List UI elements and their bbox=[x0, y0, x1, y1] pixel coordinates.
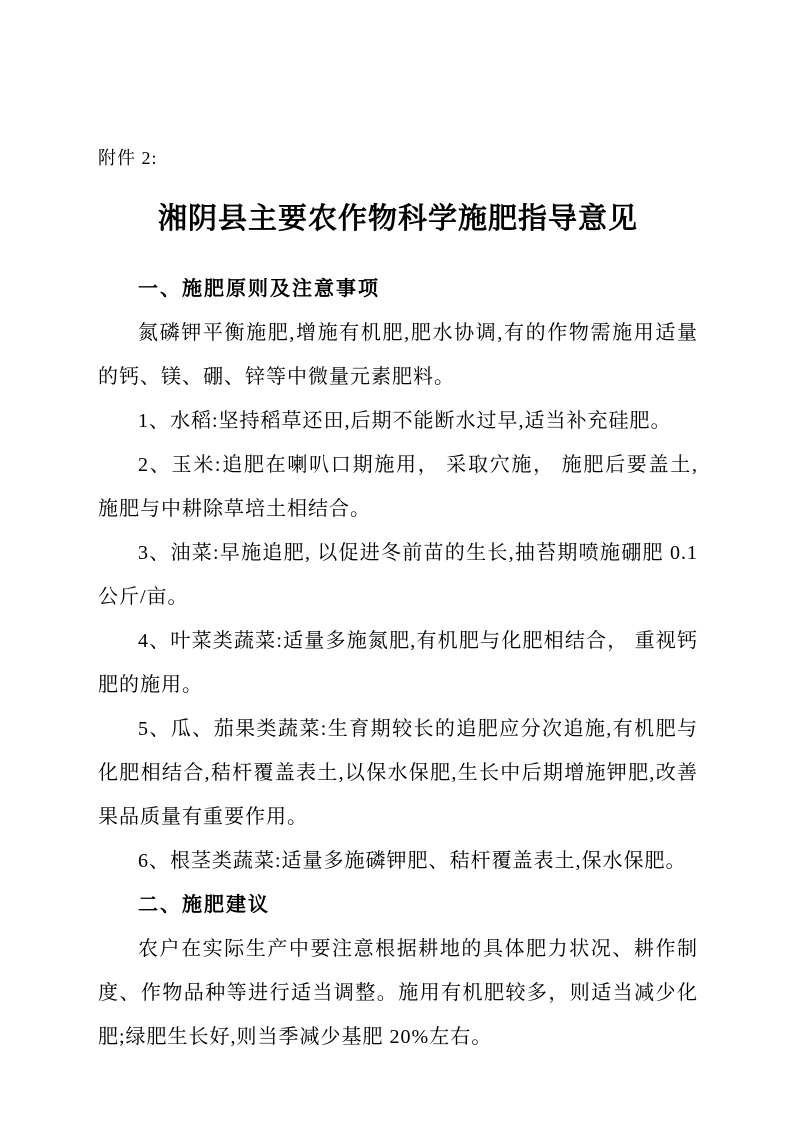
section-1-paragraph-intro: 氮磷钾平衡施肥,增施有机肥,肥水协调,有的作物需施用适量的钙、镁、硼、锌等中微量元素肥料。 bbox=[98, 321, 698, 388]
section-2-paragraph-advice: 农户在实际生产中要注意根据耕地的具体肥力状况、耕作制度、作物品种等进行适当调整。施用有机肥较多，则适当减少化肥;绿肥生长好,则当季减少基肥 20%左右。 bbox=[98, 937, 698, 1048]
section-1-item-rice: 1、水稻:坚持稻草还田,后期不能断水过早,适当补充硅肥。 bbox=[138, 409, 672, 432]
section-1-item-melon-fruit-vegetables: 5、瓜、茄果类蔬菜:生育期较长的追肥应分次追施,有机肥与化肥相结合,秸杆覆盖表土,以保水保肥,生长中后期增施钾肥,改善果品质量有重要作用。 bbox=[98, 717, 698, 828]
section-1-heading: 一、施肥原则及注意事项 bbox=[138, 277, 380, 300]
section-1-item-corn: 2、玉米:追肥在喇叭口期施用， 采取穴施， 施肥后要盖土,施肥与中耕除草培土相结合。 bbox=[98, 453, 698, 520]
section-2-heading: 二、施肥建议 bbox=[138, 893, 270, 916]
section-1-item-root-vegetables: 6、根茎类蔬菜:适量多施磷钾肥、秸杆覆盖表土,保水保肥。 bbox=[138, 849, 687, 872]
section-1-item-leafy-vegetables: 4、叶菜类蔬菜:适量多施氮肥,有机肥与化肥相结合， 重视钙肥的施用。 bbox=[98, 629, 698, 696]
section-1-item-rapeseed: 3、油菜:早施追肥, 以促进冬前苗的生长,抽苔期喷施硼肥 0.1 公斤/亩。 bbox=[98, 541, 698, 608]
document-title: 湘阴县主要农作物科学施肥指导意见 bbox=[157, 202, 638, 235]
attachment-label: 附件 2: bbox=[98, 148, 158, 168]
